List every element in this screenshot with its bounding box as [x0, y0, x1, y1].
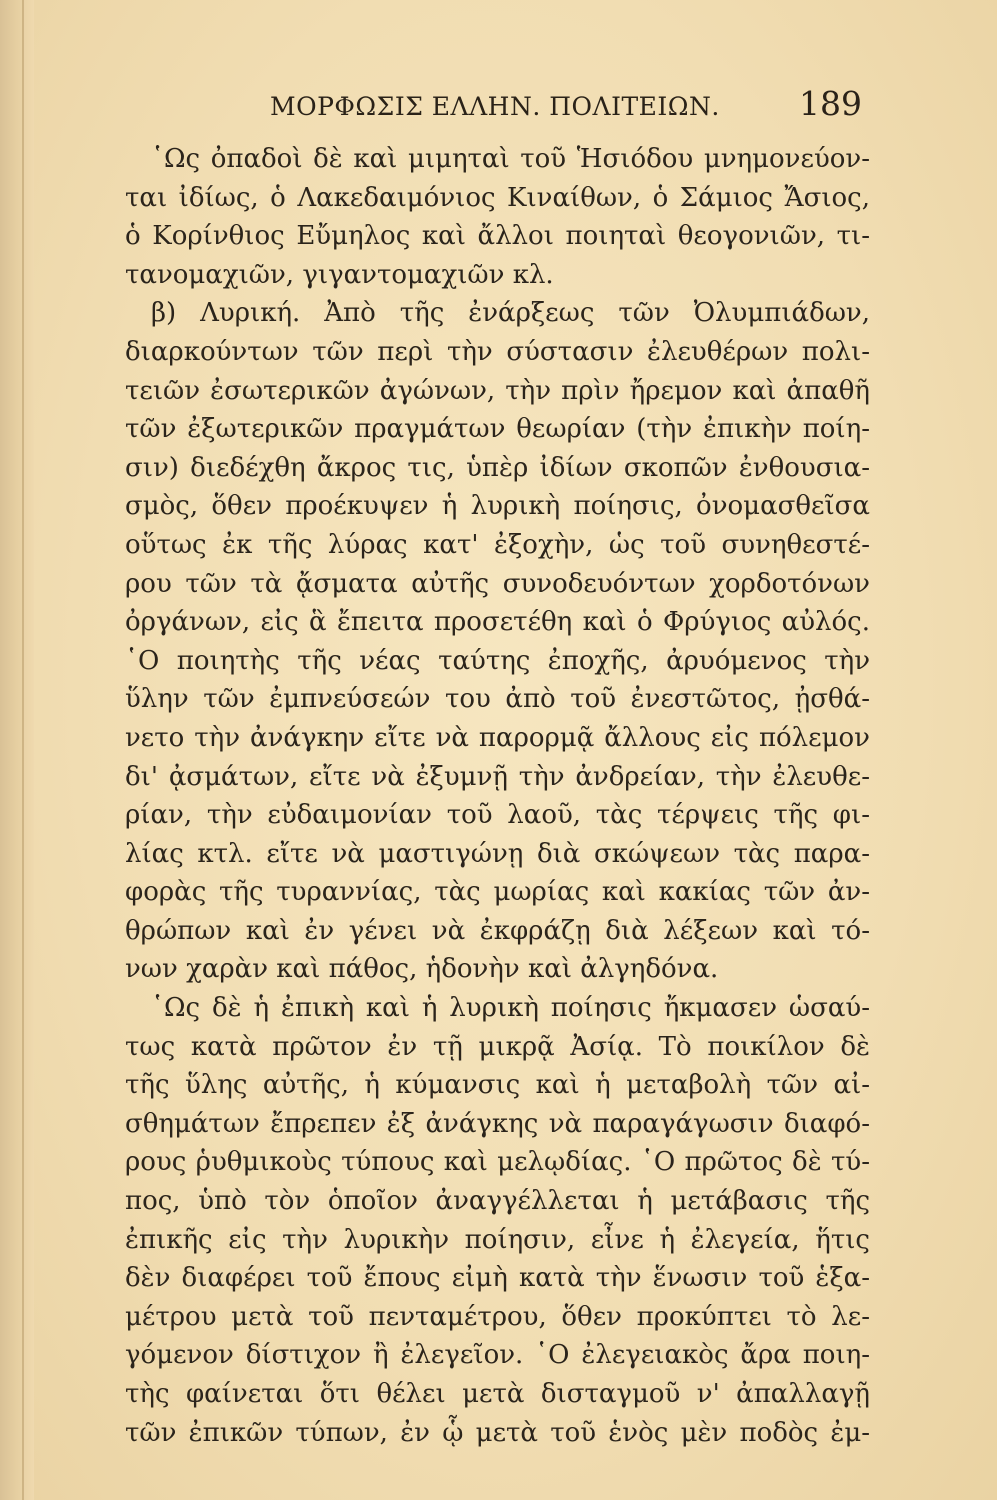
page-header: [270, 84, 870, 134]
text-line: πος, ὑπὸ τὸν ὁποῖον ἀναγγέλλεται ἡ μετάβασις τῆς: [125, 1186, 870, 1217]
page-binding-edge: [0, 0, 34, 1500]
text-line: δὲν διαφέρει τοῦ ἔπους εἰμὴ κατὰ τὴν ἕνωσιν τοῦ ἑξα-: [125, 1263, 870, 1294]
body-text: [125, 140, 870, 1452]
text-line: φορὰς τῆς τυραννίας, τὰς μωρίας καὶ κακίας τῶν ἀν-: [125, 877, 870, 908]
text-line: ὀργάνων, εἰς ἃ ἔπειτα προσετέθη καὶ ὁ Φρύγιος αὐλός.: [125, 607, 870, 638]
text-line: τὴς φαίνεται ὅτι θέλει μετὰ δισταγμοῦ ν' ἀπαλλαγῇ: [125, 1379, 870, 1409]
text-line: ται ἰδίως, ὁ Λακεδαιμόνιος Κιναίθων, ὁ Σάμιος Ἄσιος,: [125, 182, 870, 213]
text-line: τως κατὰ πρῶτον ἐν τῇ μικρᾷ Ἀσίᾳ. Τὸ ποικίλον δὲ: [125, 1031, 870, 1062]
text-line: νετο τὴν ἀνάγκην εἴτε νὰ παρορμᾷ ἄλλους εἰς πόλεμον: [125, 722, 870, 753]
text-line: νων χαρὰν καὶ πάθος, ἡδονὴν καὶ ἀλγηδόνα.: [125, 954, 719, 985]
binding-crease: [22, 0, 24, 1500]
text-line: τῆς ὕλης αὐτῆς, ἡ κύμανσις καὶ ἡ μεταβολὴ τῶν αἰ-: [125, 1070, 870, 1101]
text-line: μέτρου μετὰ τοῦ πενταμέτρου, ὅθεν προκύπτει τὸ λε-: [125, 1301, 870, 1332]
text-line: σμὸς, ὅθεν προέκυψεν ἡ λυρικὴ ποίησις, ὀνομασθεῖσα: [125, 491, 870, 522]
text-line: τανομαχιῶν, γιγαντομαχιῶν κλ.: [125, 259, 554, 290]
page-number: 189: [799, 84, 862, 123]
text-line: β) Λυρική. Ἀπὸ τῆς ἐνάρξεως τῶν Ὀλυμπιάδων,: [151, 298, 870, 329]
text-line: ῾Ως ὀπαδοὶ δὲ καὶ μιμηταὶ τοῦ Ἡσιόδου μνημονεύον-: [151, 144, 870, 174]
text-line: τῶν ἐξωτερικῶν πραγμάτων θεωρίαν (τὴν ἐπικὴν ποίη-: [125, 414, 870, 445]
text-line: λίας κτλ. εἴτε νὰ μαστιγώνῃ διὰ σκώψεων τὰς παρα-: [125, 838, 870, 869]
text-line: σθημάτων ἔπρεπεν ἐξ ἀνάγκης νὰ παραγάγωσιν διαφό-: [125, 1108, 870, 1139]
text-line: δι' ᾀσμάτων, εἴτε νὰ ἐξυμνῇ τὴν ἀνδρείαν, τὴν ἐλευθε-: [125, 761, 870, 792]
text-line: γόμενον δίστιχον ἢ ἐλεγεῖον. ῾Ο ἐλεγειακὸς ἄρα ποιη-: [125, 1340, 870, 1371]
text-line: ὁ Κορίνθιος Εὔμηλος καὶ ἄλλοι ποιηταὶ θεογονιῶν, τι-: [125, 221, 870, 252]
text-line: διαρκούντων τῶν περὶ τὴν σύστασιν ἐλευθέρων πολι-: [125, 336, 870, 367]
text-line: ὕλην τῶν ἐμπνεύσεών του ἀπὸ τοῦ ἐνεστῶτος, ᾐσθά-: [125, 684, 870, 715]
text-line: ῾Ως δὲ ἡ ἐπικὴ καὶ ἡ λυρικὴ ποίησις ἤκμασεν ὡσαύ-: [151, 993, 870, 1024]
text-line: ῾Ο ποιητὴς τῆς νέας ταύτης ἐποχῆς, ἀρυόμενος τὴν: [125, 645, 870, 676]
text-line: τειῶν ἐσωτερικῶν ἀγώνων, τὴν πρὶν ἤρεμον καὶ ἀπαθῆ: [125, 375, 870, 406]
text-line: ρου τῶν τὰ ᾄσματα αὐτῆς συνοδευόντων χορδοτόνων: [125, 568, 870, 599]
text-line: ρίαν, τὴν εὐδαιμονίαν τοῦ λαοῦ, τὰς τέρψεις τῆς φι-: [125, 800, 870, 831]
text-line: οὕτως ἐκ τῆς λύρας κατ' ἐξοχὴν, ὡς τοῦ συνηθεστέ-: [125, 529, 870, 560]
text-line: ἐπικῆς εἰς τὴν λυρικὴν ποίησιν, εἶνε ἡ ἐλεγεία, ἥτις: [125, 1224, 870, 1255]
text-line: τῶν ἐπικῶν τύπων, ἐν ᾧ μετὰ τοῦ ἑνὸς μὲν ποδὸς ἐμ-: [125, 1417, 870, 1448]
text-line: ρους ῥυθμικοὺς τύπους καὶ μελῳδίας. ῾Ο πρῶτος δὲ τύ-: [125, 1147, 870, 1178]
text-line: θρώπων καὶ ἐν γένει νὰ ἐκφράζῃ διὰ λέξεων καὶ τό-: [125, 915, 870, 946]
text-line: σιν) διεδέχθη ἄκρος τις, ὑπὲρ ἰδίων σκοπῶν ἐνθουσια-: [125, 452, 870, 483]
running-head: ΜΟΡΦΩΣΙΣ ΕΛΛΗΝ. ΠΟΛΙΤΕΙΩΝ.: [270, 92, 720, 121]
